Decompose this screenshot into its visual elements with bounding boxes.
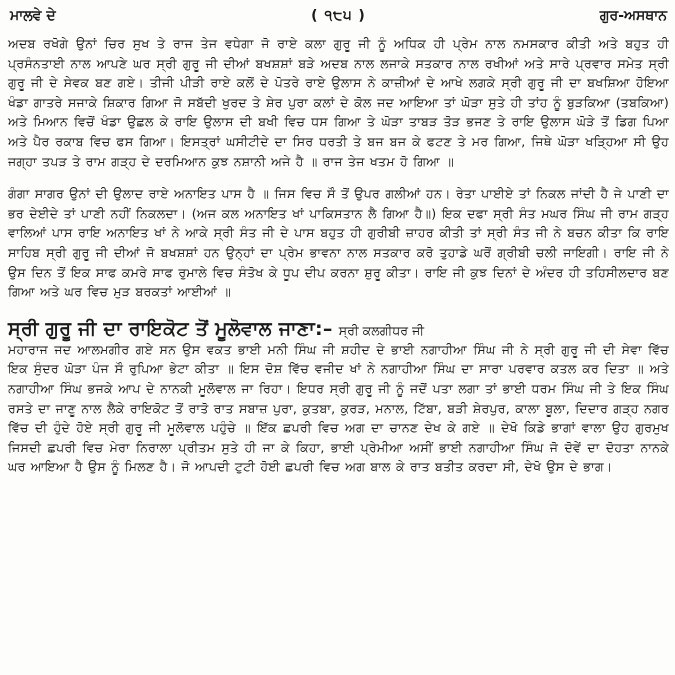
- section-heading-row: [8, 318, 669, 340]
- paragraph-3: [8, 340, 669, 477]
- paragraph-3-text: ਮਹਾਰਾਜ ਜਦ ਆਲਮਗੀਰ ਗਏ ਸਨ ਉਸ ਵਕਤ ਭਾਈ ਮਨੀ ਸਿੰਘ ਜੀ ਸ਼ਹੀਦ ਦੇ ਭਾਈ ਨਗਾਹੀਆ ਸਿੰਘ ਜੀ ਨੇ ਸ੍ਰੀ ਗੁਰੂ ਜੀ ਦੀ ਸੇਵਾ ਵਿੱਚ ਇਕ ਸੁੰਦਰ ਘੋੜਾ ਪੰਜ ਸੌ ਰੁਪਿਆ ਭੇਟਾ ਕੀਤਾ ॥ ਇਸ ਦੋਸ਼ ਵਿੱਚ ਵਜੀਦ ਖਾਂ ਨੇ ਨਗਾਹੀਆ ਸਿੰਘ ਦਾ ਸਾਰਾ ਪਰਵਾਰ ਕਤਲ ਕਰ ਦਿਤਾ ॥ ਅਤੇ ਨਗਾਹੀਆ ਸਿੰਘ ਭਜਕੇ ਆਪ ਦੇ ਨਾਨਕੀ ਮੂਲੋਵਾਲ ਜਾ ਰਿਹਾ। ਇਧਰ ਸ੍ਰੀ ਗੁਰੂ ਜੀ ਨੂੰ ਜਦੋਂ ਪਤਾ ਲਗਾ ਤਾਂ ਭਾਈ ਧਰਮ ਸਿੰਘ ਜੀ ਤੇ ਇਕ ਸਿੰਘ ਰਸਤੇ ਦਾ ਜਾਣੂ ਨਾਲ ਲੈਕੇ ਰਾਇਕੋਟ ਤੋਂ ਰਾਤੋ ਰਾਤ ਸਬਾਜ਼ ਪੁਰਾ, ਕੁਤਬਾ, ਕੁਰੜ, ਮਨਾਲ, ਟਿੱਬਾ, ਬੜੀ ਸ਼ੇਰਪੁਰ, ਕਾਲਾ ਬੂਲਾ, ਦਿਦਾਰ ਗੜ੍ਹ ਨਗਰ ਵਿੱਚ ਦੀ ਹੁੰਦੇ ਹੋਏ ਸ੍ਰੀ ਗੁਰੂ ਜੀ ਮੂਲੋਵਾਲ ਪਹੁੰਚੇ ॥ ਇੱਕ ਛਪਰੀ ਵਿਚ ਅਗ ਦਾ ਚਾਨਣ ਦੇਖ ਕੇ ਗਏ ॥ ਦੇਖੋ ਕਿਡੇ ਭਾਗਾਂ ਵਾਲਾ ਉਹ ਗੁਰਮੁਖ ਜਿਸਦੀ ਛਪਰੀ ਵਿਚ ਮੇਰਾ ਨਿਰਾਲਾ ਪ੍ਰੀਤਮ ਸੁਤੇ ਹੀ ਜਾ ਕੇ ਕਿਹਾ, ਭਾਈ ਪ੍ਰੇਮੀਆ ਅਸੀਂ ਭਾਈ ਨਗਾਹੀਆ ਸਿੰਘ ਜੋ ਦੋਵੇਂ ਦਾ ਦੋਹਤਾ ਨਾਨਕੇ ਘਰ ਆਇਆ ਹੈ ਉਸ ਨੂੰ ਮਿਲਣ ਹੈ। ਜੋ ਆਪਦੀ ਟੁਟੀ ਹੋਈ ਛਪਰੀ ਵਿਚ ਅਗ ਬਾਲ ਕੇ ਰਾਤ ਬਤੀਤ ਕਰਦਾ ਸੀ, ਦੇਖੋ ਉਸ ਦੇ ਭਾਗ।: [8, 341, 669, 475]
- section-title: ਸ੍ਰੀ ਗੁਰੂ ਜੀ ਦਾ ਰਾਇਕੋਟ ਤੋਂ ਮੂਲੋਵਾਲ ਜਾਣਾ:–: [8, 317, 333, 340]
- page-number: ( ੧੮੫ ): [311, 8, 366, 24]
- section-lead-text: ਸ੍ਰੀ ਕਲਗੀਧਰ ਜੀ: [338, 322, 425, 338]
- page-header: [8, 4, 669, 28]
- paragraph-1: [8, 34, 669, 171]
- paragraph-1-text: ਅਦਬ ਰਖੋਗੇ ਉਨਾਂ ਚਿਰ ਸੁਖ ਤੇ ਰਾਜ ਤੇਜ ਵਧੇਗਾ ਜੋ ਰਾਏ ਕਲਾ ਗੁਰੂ ਜੀ ਨੂੰ ਅਧਿਕ ਹੀ ਪ੍ਰੇਮ ਨਾਲ ਨਮਸਕਾਰ ਕੀਤੀ ਅਤੇ ਬਹੁਤ ਹੀ ਪ੍ਰਸੰਨਤਾਈ ਨਾਲ ਆਪਣੇ ਘਰ ਸ੍ਰੀ ਗੁਰੂ ਜੀ ਦੀਆਂ ਬਖਸ਼ਸ਼ਾਂ ਬੜੇ ਅਦਬ ਨਾਲ ਲਜਾਕੇ ਸਤਕਾਰ ਨਾਲ ਰਖੀਆਂ ਅਤੇ ਸਾਰੇ ਪ੍ਰਵਾਰ ਸਮੇਤ ਸ੍ਰੀ ਗੁਰੂ ਜੀ ਦੇ ਸੇਵਕ ਬਣ ਗਏ। ਤੀਜੀ ਪੀੜੀ ਰਾਏ ਕਲੋਂ ਦੇ ਪੋਤਰੇ ਰਾਏ ਉਲਾਸ ਨੇ ਕਾਜ਼ੀਆਂ ਦੇ ਆਖੇ ਲਗਕੇ ਸ੍ਰੀ ਗੁਰੂ ਜੀ ਦਾ ਬਖਸ਼ਿਆ ਹੋਇਆ ਖੰਡਾ ਗਾਤਰੇ ਸਜਾਕੇ ਸ਼ਿਕਾਰ ਗਿਆ ਜੋ ਸਬੱਦੀ ਖੁਰਦ ਤੇ ਸ਼ੇਰ ਪੁਰਾ ਕਲਾਂ ਦੇ ਕੋਲ ਜਦ ਆਇਆ ਤਾਂ ਘੋੜਾ ਸੁਤੇ ਹੀ ਤਾਂਹ ਨੂੰ ਬੁੜਕਿਆ (ਤਬਕਿਆ) ਅਤੇ ਮਿਆਨ ਵਿਚੋਂ ਖੰਡਾ ਉਛਲ ਕੇ ਰਾਇ ਉਲਾਸ ਦੀ ਬਖੀ ਵਿਚ ਧਸ ਗਿਆ ਤੇ ਘੋੜਾ ਤਾਬੜ ਤੋੜ ਭਜਣ ਤੇ ਰਾਇ ਉਲਾਸ ਘੋੜੇ ਤੋਂ ਡਿਗ ਪਿਆ ਅਤੇ ਪੈਰ ਰਕਾਬ ਵਿਚ ਫਸ ਗਿਆ। ਇਸਤ੍ਰਾਂ ਘਸੀਟੀਦੇ ਦਾ ਸਿਰ ਧਰਤੀ ਤੇ ਬਜ ਬਜ ਕੇ ਫਟਣ ਤੇ ਮਰ ਗਿਆ, ਜਿਥੇ ਘੋੜਾ ਖੜ੍ਹਿਆ ਸੀ ਉਹ ਜਗ੍ਹਾ ਤਪੜ ਤੇ ਰਾਮ ਗੜ੍ਹ ਦੇ ਦਰਮਿਆਨ ਕੁਝ ਨਸ਼ਾਨੀ ਅਜੇ ਹੈ ॥ ਰਾਜ ਤੇਜ ਖਤਮ ਹੋ ਗਿਆ ॥: [8, 36, 669, 169]
- header-right-text: ਗੁਰ-ਅਸਥਾਨ: [599, 8, 667, 24]
- header-left-text: ਮਾਲਵੇ ਦੇ: [10, 8, 56, 24]
- paragraph-2: [8, 184, 669, 302]
- paragraph-2-text: ਗੰਗਾ ਸਾਗਰ ਉਨਾਂ ਦੀ ਉਲਾਦ ਰਾਏ ਅਨਾਇਤ ਪਾਸ ਹੈ ॥ ਜਿਸ ਵਿਚ ਸੌ ਤੋਂ ਉਪਰ ਗਲੀਆਂ ਹਨ। ਰੇਤਾ ਪਾਈਏ ਤਾਂ ਨਿਕਲ ਜਾਂਦੀ ਹੈ ਜੇ ਪਾਣੀ ਦਾ ਭਰ ਦੇਈਦੇ ਤਾਂ ਪਾਣੀ ਨਹੀਂ ਨਿਕਲਦਾ। (ਅਜ ਕਲ ਅਨਾਇਤ ਖਾਂ ਪਾਕਿਸਤਾਨ ਲੈ ਗਿਆ ਹੈ॥) ਇਕ ਦਫਾ ਸ੍ਰੀ ਸੰਤ ਮਘਰ ਸਿੰਘ ਜੀ ਰਾਮ ਗੜ੍ਹ ਵਾਲਿਆਂ ਪਾਸ ਰਾਇ ਅਨਾਇਤ ਖਾਂ ਨੇ ਆਕੇ ਸ੍ਰੀ ਸੰਤ ਜੀ ਦੇ ਪਾਸ ਬਹੁਤ ਹੀ ਗੁਰੀਬੀ ਜ਼ਾਹਰ ਕੀਤੀ ਤਾਂ ਸ੍ਰੀ ਸੰਤ ਜੀ ਨੇ ਬਚਨ ਕੀਤਾ ਕਿ ਰਾਇ ਸਾਹਿਬ ਸ੍ਰੀ ਗੁਰੂ ਜੀ ਦੀਆਂ ਜੋ ਬਖਸ਼ਸ਼ਾਂ ਹਨ ਉਨ੍ਹਾਂ ਦਾ ਪ੍ਰੇਮ ਭਾਵਨਾ ਨਾਲ ਸਤਕਾਰ ਕਰੋ ਤੁਹਾਡੇ ਘਰੋਂ ਗ੍ਰੀਬੀ ਚਲੀ ਜਾਇਗੀ। ਰਾਇ ਜੀ ਨੇ ਉਸ ਦਿਨ ਤੋਂ ਇਕ ਸਾਫ ਕਮਰੇ ਸਾਫ ਰੁਮਾਲੇ ਵਿਚ ਸੰਤੋਖ ਕੇ ਧੂਪ ਦੀਪ ਕਰਨਾ ਸ਼ੁਰੂ ਕੀਤਾ। ਰਾਇ ਜੀ ਕੁਝ ਦਿਨਾਂ ਦੇ ਅੰਦਰ ਹੀ ਤਹਿਸੀਲਦਾਰ ਬਣ ਗਿਆ ਅਤੇ ਘਰ ਵਿਚ ਮੁੜ ਬਰਕਤਾਂ ਆਈਆਂ ॥: [8, 186, 669, 300]
